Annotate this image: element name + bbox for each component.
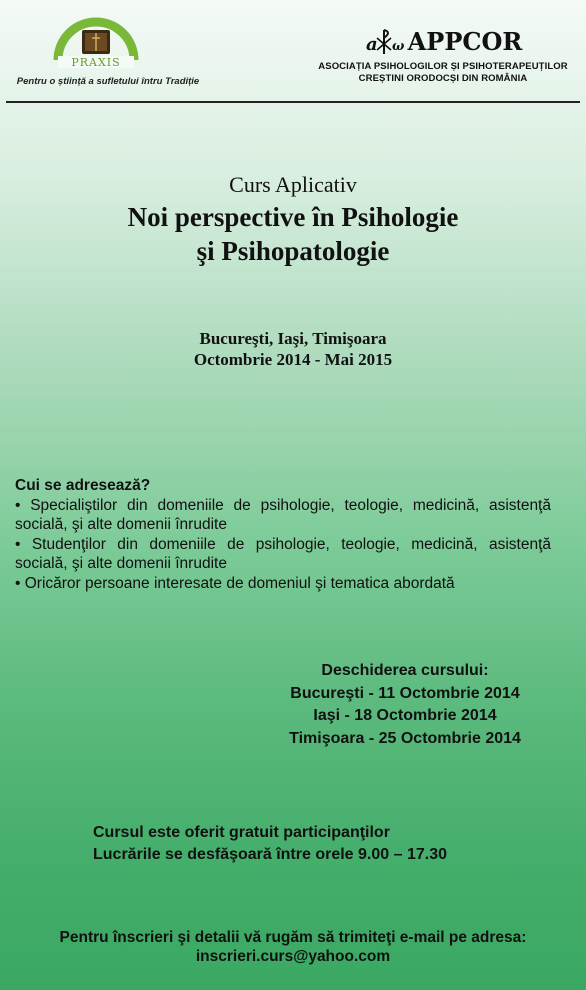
appcor-name: APPCOR	[407, 26, 523, 56]
contact-email[interactable]: inscrieri.curs@yahoo.com	[195, 948, 391, 965]
svg-text:a: a	[365, 34, 378, 55]
header	[0, 0, 586, 104]
audience-item: • Oricăror persoane interesate de domeniul şi tematica abordată	[15, 574, 455, 592]
title-block	[0, 170, 586, 268]
contact-text: Pentru înscrieri şi detalii vă rugăm să trimiteţi e-mail pe adresa:	[59, 929, 527, 946]
schedule-note: Lucrările se desfăşoară între orele 9.00 – 17.30	[93, 846, 447, 863]
course-title-line-1: Noi perspective în Psihologie	[127, 202, 459, 232]
opening-date: Timişoara - 25 Octombrie 2014	[289, 729, 521, 747]
audience-item: • Specialiştilor din domeniile de psihologie, teologie, medicină, asistenţă socială, şi alte domenii înrudite	[15, 496, 551, 533]
audience-section	[15, 476, 551, 593]
free-course-note: Cursul este oferit gratuit participanţilor	[93, 824, 390, 841]
course-info	[93, 822, 573, 866]
cities: Bucureşti, Iaşi, Timişoara	[199, 329, 387, 348]
chi-rho-icon	[364, 26, 404, 56]
header-divider	[6, 101, 580, 103]
svg-text:PRAXIS: PRAXIS	[71, 56, 121, 69]
opening-section	[250, 660, 560, 750]
appcor-line-1: ASOCIAȚIA PSIHOLOGILOR ȘI PSIHOTERAPEUȚILOR	[318, 61, 568, 72]
opening-heading: Deschiderea cursului:	[321, 662, 489, 679]
course-title-line-2: şi Psihopatologie	[196, 236, 390, 266]
appcor-line-2: CREȘTINI ORODOCȘI DIN ROMÂNIA	[358, 73, 528, 84]
opening-date: Bucureşti - 11 Octombrie 2014	[290, 684, 520, 702]
appcor-block	[300, 26, 586, 85]
contact-section	[0, 928, 586, 966]
course-type: Curs Aplicativ	[229, 172, 357, 197]
period: Octombrie 2014 - Mai 2015	[193, 350, 393, 369]
appcor-title	[364, 26, 523, 56]
praxis-logo	[52, 16, 140, 70]
opening-date: Iaşi - 18 Octombrie 2014	[313, 707, 497, 724]
locations-block	[0, 328, 586, 370]
praxis-tagline: Pentru o știință a sufletului întru Tradiție	[16, 76, 200, 87]
audience-item: • Studenţilor din domeniile de psihologie, teologie, medicină, asistenţă socială, şi alte domenii înrudite	[15, 535, 551, 572]
svg-text:ω: ω	[391, 39, 404, 54]
audience-heading: Cui se adresează?	[15, 477, 151, 494]
